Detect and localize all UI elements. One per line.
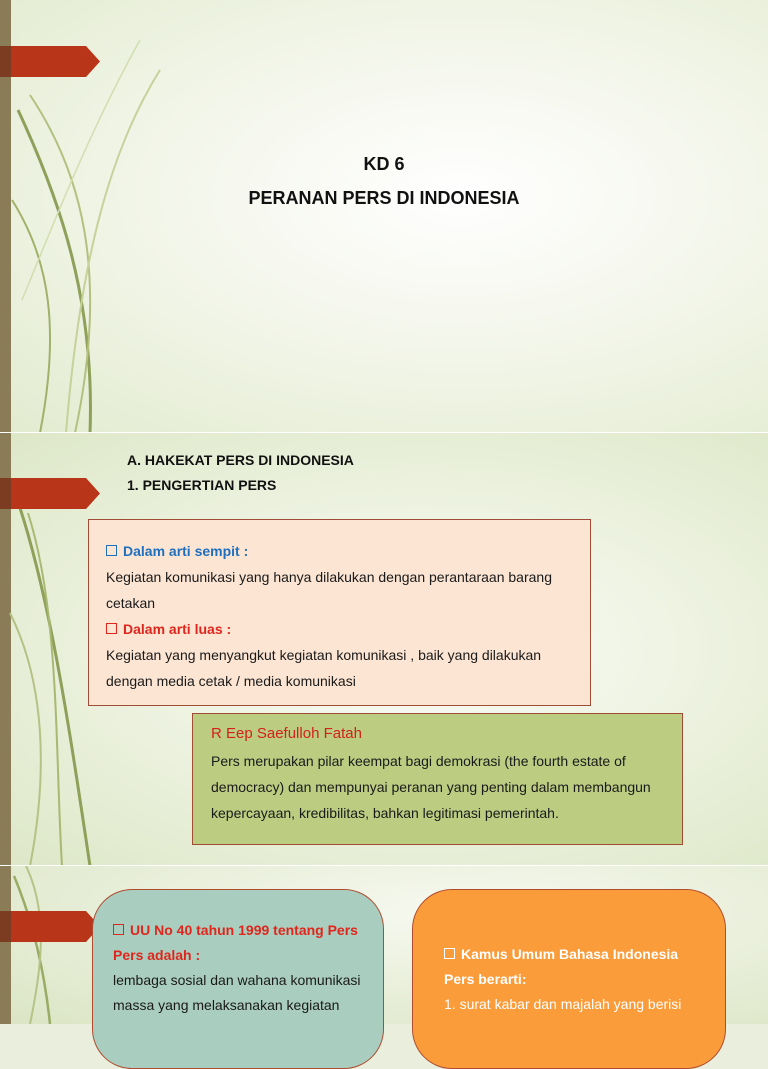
narrow-definition-label: Dalam arti sempit : — [106, 538, 590, 564]
narrow-definition-text-cont: cetakan — [106, 595, 156, 611]
law-card-label: UU No 40 tahun 1999 tentang Pers — [113, 918, 383, 943]
quote-line: Pers merupakan pilar keempat bagi demokrasi (the fourth estate of — [211, 753, 626, 769]
dictionary-card-line: 1. surat kabar dan majalah yang berisi — [444, 996, 682, 1012]
checkbox-bullet-icon — [444, 948, 455, 959]
dictionary-card-label: Kamus Umum Bahasa Indonesia — [444, 942, 725, 967]
checkbox-bullet-icon — [113, 924, 124, 935]
slide-1 — [0, 0, 768, 433]
page-title: PERANAN PERS DI INDONESIA — [248, 188, 520, 208]
checkbox-bullet-icon — [106, 545, 117, 556]
checkbox-bullet-icon — [106, 623, 117, 634]
accent-tab — [0, 911, 100, 942]
quote-line: kepercayaan, kredibilitas, bahkan legitimasi pemerintah. — [211, 805, 559, 821]
law-definition-card — [92, 889, 384, 1069]
quote-box — [192, 713, 683, 845]
heading-hakekat: A. HAKEKAT PERS DI INDONESIA — [127, 452, 354, 468]
broad-definition-text-cont: dengan media cetak / media komunikasi — [106, 673, 356, 689]
law-card-sublabel: Pers adalah : — [113, 947, 201, 963]
accent-tab — [0, 46, 100, 77]
accent-tab — [0, 478, 100, 509]
dictionary-card-sublabel: Pers berarti: — [444, 971, 527, 987]
definition-box — [88, 519, 591, 706]
heading-pengertian: 1. PENGERTIAN PERS — [127, 477, 277, 493]
broad-definition-label: Dalam arti luas : — [106, 616, 590, 642]
broad-definition-text: Kegiatan yang menyangkut kegiatan komunikasi , baik yang dilakukan — [106, 647, 542, 663]
law-card-line: lembaga sosial dan wahana komunikasi — [113, 972, 361, 988]
law-card-line: massa yang melaksanakan kegiatan — [113, 997, 340, 1013]
dictionary-definition-card — [412, 889, 726, 1069]
narrow-definition-text: Kegiatan komunikasi yang hanya dilakukan dengan perantaraan barang — [106, 569, 552, 585]
quote-line: democracy) dan mempunyai peranan yang penting dalam membangun — [211, 779, 651, 795]
quote-author: R Eep Saefulloh Fatah — [211, 725, 362, 742]
kd-label: KD 6 — [363, 154, 405, 174]
